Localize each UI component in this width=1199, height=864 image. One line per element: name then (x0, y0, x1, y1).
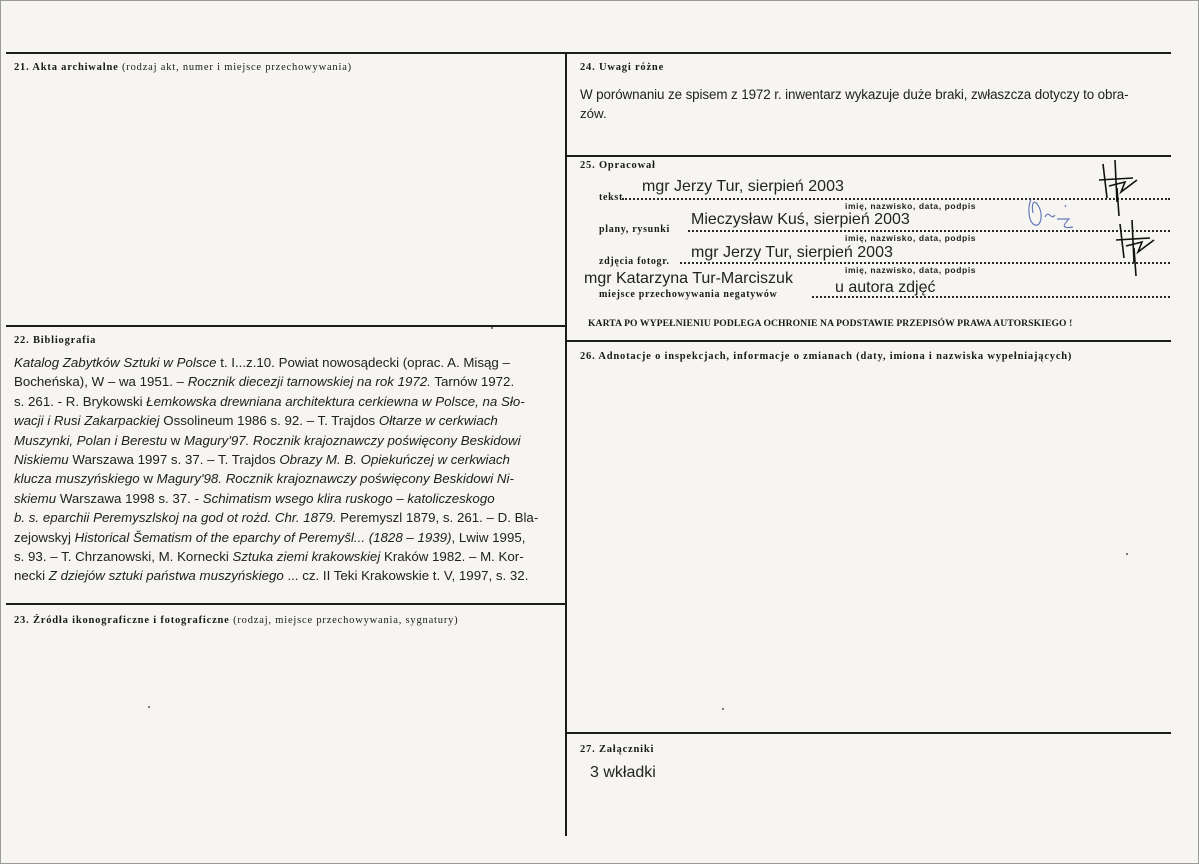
scan-speck (148, 706, 150, 708)
bibliography-text-segment: t. I...z.10. Powiat nowosądecki (oprac. A. Misąg – (216, 355, 510, 370)
bibliography-text-segment: ... cz. II Teki Krakowskie t. V, 1997, s. 32. (283, 568, 529, 584)
signature-jerzy-tur-2 (1112, 218, 1162, 278)
bibliography-title-segment: Z dziejów sztuki państwa muszyńskiego (48, 568, 284, 584)
section-23-header (14, 615, 458, 626)
zdjecia-value: mgr Jerzy Tur, sierpień 2003 (691, 244, 893, 261)
bibliography-line (14, 508, 559, 527)
bibliography-title-segment: Magury'98. Rocznik krajoznawczy poświęcony Beskidowi Ni- (156, 471, 514, 487)
rule-25-26 (566, 340, 1171, 342)
bibliography-text-segment: w (166, 432, 184, 448)
section-23-title: 23. Źródła ikonograficzne i fotograficzne (14, 615, 230, 626)
bibliography-title-segment: Niskiemu (14, 452, 69, 468)
bibliography-text-segment: Warszawa 1998 s. 37. - (56, 490, 203, 506)
miejsce-value: u autora zdjęć (835, 279, 936, 296)
tekst-value: mgr Jerzy Tur, sierpień 2003 (642, 178, 844, 195)
rule-24-25 (566, 155, 1171, 157)
bibliography-text (14, 353, 559, 586)
bibliography-title-segment: klucza muszyńskiego (14, 471, 140, 487)
section-23-subtitle: (rodzaj, miejsce przechowywania, sygnatury) (233, 615, 459, 626)
zdjecia-dots (680, 262, 1170, 264)
bibliography-title-segment: Muszynki, Polan i Berestu (14, 432, 167, 448)
bibliography-text-segment: Tarnów 1972. (430, 374, 515, 390)
top-rule (6, 52, 1171, 54)
bibliography-title-segment: Łemkowska drewniana architektura cerkiewna w Polsce, na Sło- (146, 393, 525, 409)
bibliography-line (14, 469, 559, 488)
bibliography-line (14, 450, 559, 469)
tekst-label: tekst (599, 192, 624, 203)
bibliography-title-segment: b. s. eparchii Peremyszlskoj na god ot rożd. Chr. 1879. (14, 510, 337, 526)
bibliography-title-segment: Schimatism wsego klira ruskogo – katoliczeskogo (202, 490, 495, 506)
bibliography-text-segment: Peremyszl 1879, s. 261. – D. Bla- (336, 510, 539, 526)
bibliography-title-segment: skiemu (14, 490, 57, 506)
bibliography-title-segment: Ołtarze w cerkwiach (378, 413, 498, 429)
zdjecia-sublabel: imię, nazwisko, data, podpis (845, 265, 977, 275)
zdjecia-label: zdjęcia fotogr. (599, 256, 670, 267)
bibliography-line (14, 392, 559, 411)
section-21-title: 21. Akta archiwalne (14, 62, 119, 73)
bibliography-text-segment: s. 261. - R. Brykowski (14, 393, 147, 409)
bibliography-text-segment: Warszawa 1997 s. 37. – T. Trajdos (68, 452, 280, 468)
bibliography-title-segment: Rocznik diecezji tarnowskiej na rok 1972. (187, 374, 431, 390)
zdjecia-extra-value: mgr Katarzyna Tur-Marciszuk (584, 270, 793, 287)
bibliography-title-segment: Historical Šematism of the eparchy of Peremyšl... (1828 – 1939) (74, 529, 452, 545)
bibliography-text-segment: s. 93. – T. Chrzanowski, M. Kornecki (14, 549, 233, 565)
plany-value: Mieczysław Kuś, sierpień 2003 (691, 211, 910, 228)
bibliography-line (14, 489, 559, 508)
section-24-line-2: zów. (580, 106, 607, 122)
section-22-header: 22. Bibliografia (14, 335, 97, 346)
copyright-notice: KARTA PO WYPEŁNIENIU PODLEGA OCHRONIE NA PODSTAWIE PRZEPISÓW PRAWA AUTORSKIEGO ! (588, 318, 1073, 329)
section-24-text (580, 85, 1170, 124)
section-27-value: 3 wkładki (590, 764, 656, 781)
signature-jerzy-tur-1 (1095, 158, 1145, 218)
section-24-header: 24. Uwagi różne (580, 62, 665, 73)
bibliography-text-segment: w (139, 471, 157, 487)
center-divider (565, 52, 567, 836)
bibliography-line (14, 411, 559, 430)
rule-26-27 (566, 732, 1171, 734)
bibliography-text-segment: Kraków 1982. – M. Kor- (380, 549, 524, 565)
section-26-header (580, 351, 1072, 362)
bibliography-title-segment: wacji i Rusi Zakarpackiej (14, 413, 160, 429)
bibliography-line (14, 566, 559, 585)
bibliography-line (14, 431, 559, 450)
bibliography-text-segment: Ossolineum 1986 s. 92. – T. Trajdos (159, 413, 379, 429)
section-24-line-1: W porównaniu ze spisem z 1972 r. inwentarz wykazuje duże braki, zwłaszcza dotyczy to obra- (580, 87, 1129, 102)
bibliography-text-segment: , Lwiw 1995, (451, 529, 526, 545)
rule-21-22 (6, 325, 566, 327)
plany-sublabel: imię, nazwisko, data, podpis (845, 233, 977, 243)
bibliography-text-segment: necki (14, 568, 49, 584)
rule-22-23 (6, 603, 566, 605)
section-21-header (14, 62, 352, 73)
bibliography-line (14, 547, 559, 566)
section-26-title: 26. Adnotacje o inspekcjach, informacje o zmianach (580, 351, 853, 362)
section-25-header: 25. Opracował (580, 160, 656, 171)
tekst-dots (622, 198, 1170, 200)
signature-kus (1025, 195, 1077, 231)
bibliography-text-segment: zejowskyj (14, 529, 75, 545)
tekst-sublabel: imię, nazwisko, data, podpis (845, 201, 977, 211)
bibliography-title-segment: Magury'97. Rocznik krajoznawczy poświęcony Beskidowi (183, 432, 521, 448)
scan-speck (491, 327, 493, 329)
scan-speck (722, 708, 724, 710)
bibliography-title-segment: Obrazy M. B. Opiekuńczej w cerkwiach (279, 452, 510, 468)
bibliography-line (14, 528, 559, 547)
section-27-header: 27. Załączniki (580, 744, 655, 755)
section-26-subtitle: (daty, imiona i nazwiska wypełniających) (856, 351, 1073, 362)
bibliography-title-segment: Sztuka ziemi krakowskiej (232, 549, 381, 565)
bibliography-text-segment: Bocheńska), W – wa 1951. – (14, 374, 188, 390)
bibliography-title-segment: Katalog Zabytków Sztuki w Polsce (14, 355, 217, 370)
plany-label: plany, rysunki (599, 224, 670, 235)
miejsce-label: miejsce przechowywania negatywów (599, 289, 778, 300)
section-21-subtitle: (rodzaj akt, numer i miejsce przechowywania) (122, 62, 352, 73)
bibliography-line (14, 353, 559, 372)
plany-dots (688, 230, 1170, 232)
scan-speck (1126, 553, 1128, 555)
bibliography-line (14, 372, 559, 391)
